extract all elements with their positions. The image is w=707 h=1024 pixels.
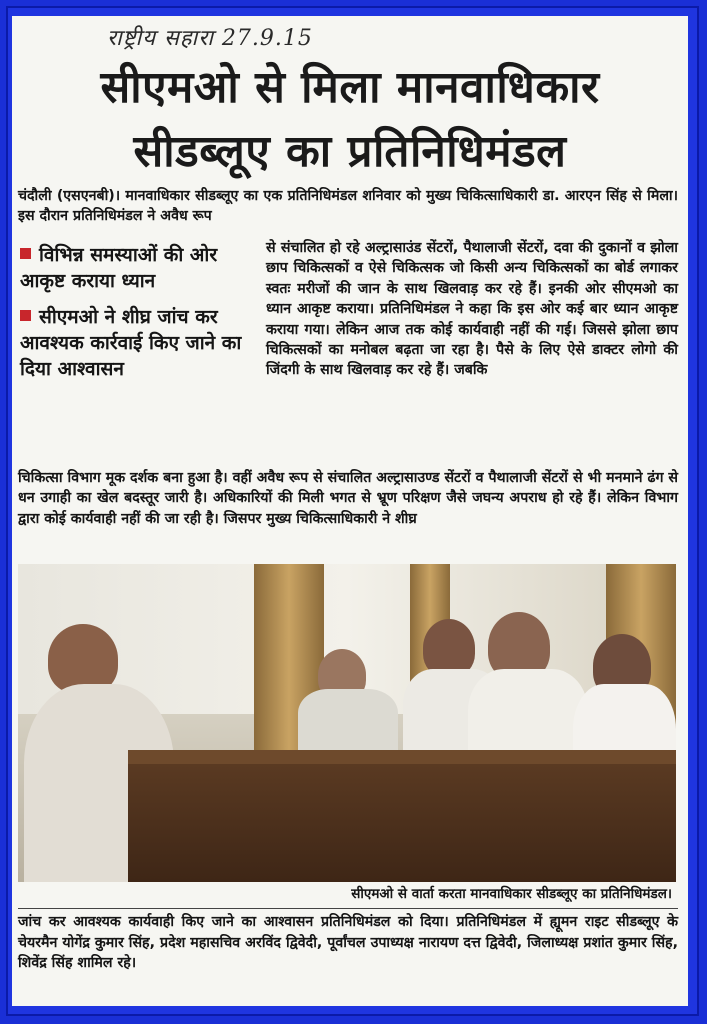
highlight-item [20,304,256,382]
photo-table [128,764,676,882]
article-intro: चंदौली (एसएनबी)। मानवाधिकार सीडब्लूए का एक प्रतिनिधिमंडल शनिवार को मुख्य चिकित्साधिकारी डा. आरएन सिंह से मिला। इस दौरान प्रतिनिधिमंडल ने अवैध रूप [18,188,678,224]
photo-caption: सीएमओ से वार्ता करता मानवाधिकार सीडब्लूए का प्रतिनिधिमंडल। [351,886,672,902]
article-closing-text: जांच कर आवश्यक कार्यवाही किए जाने का आश्वासन प्रतिनिधिमंडल को दिया। प्रतिनिधिमंडल में ह्यूमन राइट सीडब्लूए के चेयरमैन योगेंद्र कुमार सिंह, प्रदेश महासचिव अरविंद द्विवेदी, पूर्वांचल उपाध्यक्ष नारायण दत्त द्विवेदी, जिलाध्यक्ष प्रशांत कुमार सिंह, शिवेंद्र सिंह शामिल रहे। [18,914,678,972]
highlight-text: सीएमओ ने शीघ्र जांच कर आवश्यक कार्रवाई किए जाने का दिया आश्वासन [20,306,242,380]
red-square-bullet-icon [20,310,31,321]
highlights-sidebar [20,242,256,392]
highlight-item [20,242,256,294]
article-column-text: से संचालित हो रहे अल्ट्रासाउंड सेंटरों, पैथालाजी सेंटरों, दवा की दुकानों व झोला छाप चिकित्सकों व ऐसे चिकित्सक जो किसी अन्य चिकित्सकों का बोर्ड लगाकर स्वतः मरीजों की जान के साथ खिलवाड़ कर रहे हैं। इनकी ओर सीएमओ का ध्यान आकृष्ट कराया। प्रतिनिधिमंडल ने कहा कि इस ओर कई बार ध्यान आकृष्ट कराया गया। लेकिन आज तक कोई कार्यवाही नहीं की गई। जिससे झोला छाप चिकित्सकों का मनोबल बढ़ता जा रहा है। पैसे के लिए ऐसे डाक्टर लोगो की जिंदगी के साथ खिलवाड़ कर रहे हैं। जबकि [266,240,678,379]
headline-line-1: सीएमओ से मिला मानवाधिकार [100,62,600,113]
newspaper-clipping [12,16,688,1006]
handwritten-source-note: राष्ट्रीय सहारा 27.9.15 [107,26,313,51]
headline-line-2: सीडब्लूए का प्रतिनिधिमंडल [133,126,567,177]
article-body-text: चिकित्सा विभाग मूक दर्शक बना हुआ है। वहीं अवैध रूप से संचालित अल्ट्रासाउण्ड सेंटरों व पैथालाजी सेंटरों से भी मनमाने ढंग से धन उगाही का खेल बदस्तूर जारी है। अधिकारियों की मिली भगत से भ्रूण परिक्षण जैसे जघन्य अपराध हो रहे हैं। लेकिन विभाग द्वारा कोई कार्यवाही नहीं की जा रही है। जिसपर मुख्य चिकित्साधिकारी ने शीघ्र [18,470,678,527]
meeting-photo [18,564,676,882]
red-square-bullet-icon [20,248,31,259]
highlight-text: विभिन्न समस्याओं की ओर आकृष्ट कराया ध्यान [20,244,218,292]
caption-divider [18,908,678,909]
